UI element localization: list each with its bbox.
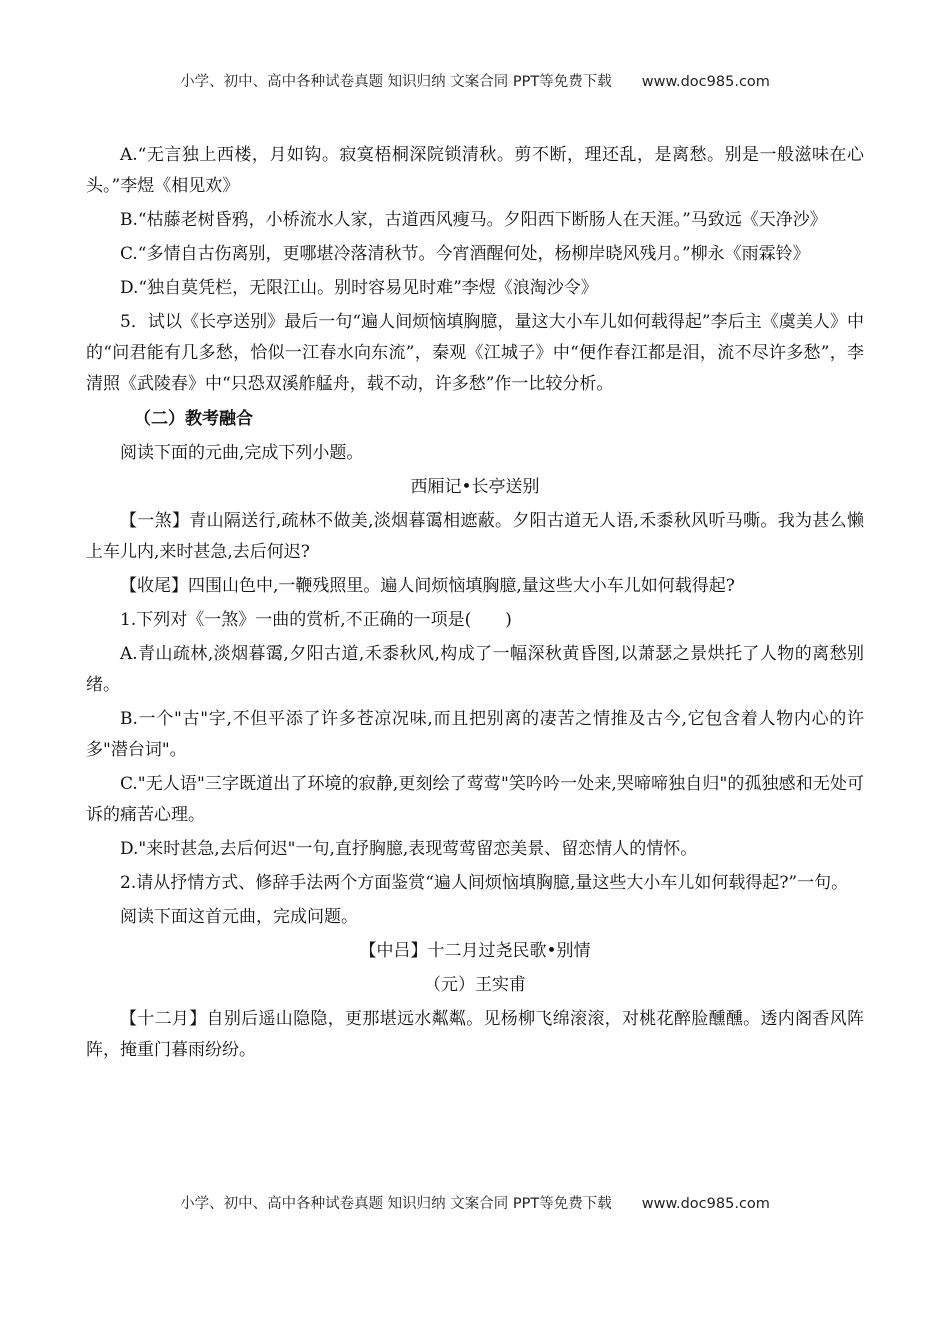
document-body xyxy=(86,140,864,1069)
question-1: 1.下列对《一煞》一曲的赏析,不正确的一项是( ) xyxy=(120,610,512,630)
header-text: 小学、初中、高中各种试卷真题 知识归纳 文案合同 PPT等免费下载 xyxy=(180,74,612,90)
verse-yisha: 【一煞】青山隔送行,疏林不做美,淡烟暮霭相遮蔽。夕阳古道无人语,禾黍秋风听马嘶。我为甚么懒上车儿内,来时甚急,去后何迟? xyxy=(86,511,864,562)
question-5: 5．试以《长亭送别》最后一句“遍人间烦恼填胸臆，量这大小车儿如何载得起”李后主《虞美人》中的“问君能有几多愁，恰似一江春水向东流”，秦观《江城子》中“便作春江都是泪，流不尽许多愁”，李清照《武陵春》中“只恐双溪舴艋舟，载不动，许多愁”作一比较分析。 xyxy=(86,312,864,394)
reading-intro-2: 阅读下面这首元曲，完成问题。 xyxy=(120,907,358,927)
reading-intro-1: 阅读下面的元曲,完成下列小题。 xyxy=(120,443,364,463)
footer-url[interactable]: www.doc985.com xyxy=(641,1196,770,1212)
question-1-option-b: B.一个"古"字,不但平添了许多苍凉况味,而且把别离的凄苦之情推及古今,它包含着人物内心的许多"潜台词"。 xyxy=(86,709,864,760)
option-b: B.“枯藤老树昏鸦，小桥流水人家，古道西风瘦马。夕阳西下断肠人在天涯。”马致远《天净沙》 xyxy=(120,210,827,230)
poem-title-1: 西厢记•长亭送别 xyxy=(410,477,540,497)
page-header xyxy=(0,70,950,91)
header-url[interactable]: www.doc985.com xyxy=(641,74,770,90)
verse-shouwei: 【收尾】四围山色中,一鞭残照里。遍人间烦恼填胸臆,量这些大小车儿如何载得起? xyxy=(120,576,735,596)
question-1-option-d: D."来时甚急,去后何迟"一句,直抒胸臆,表现莺莺留恋美景、留恋情人的情怀。 xyxy=(120,839,698,859)
section-heading: （二）教考融合 xyxy=(134,409,253,429)
option-a: A.“无言独上西楼，月如钩。寂寞梧桐深院锁清秋。剪不断，理还乱，是离愁。别是一般滋味在心头。”李煜《相见欢》 xyxy=(86,145,864,196)
question-1-option-a: A.青山疏林,淡烟暮霭,夕阳古道,禾黍秋风,构成了一幅深秋黄昏图,以萧瑟之景烘托了人物的离愁别绪。 xyxy=(86,644,864,695)
poem-title-2: 【中吕】十二月过尧民歌•别情 xyxy=(359,941,591,961)
option-d: D.“独自莫凭栏，无限江山。别时容易见时难”李煜《浪淘沙令》 xyxy=(120,278,598,298)
page-footer xyxy=(0,1192,950,1213)
verse-shieryue: 【十二月】自别后遥山隐隐，更那堪远水粼粼。见杨柳飞绵滚滚，对桃花醉脸醺醺。透内阁香风阵阵，掩重门暮雨纷纷。 xyxy=(86,1009,864,1060)
question-1-option-c: C."无人语"三字既道出了环境的寂静,更刻绘了莺莺"笑吟吟一处来,哭啼啼独自归"的孤独感和无处可诉的痛苦心理。 xyxy=(86,774,864,825)
option-c: C.“多情自古伤离别，更哪堪冷落清秋节。今宵酒醒何处，杨柳岸晓风残月。”柳永《雨霖铃》 xyxy=(120,244,810,264)
question-2: 2.请从抒情方式、修辞手法两个方面鉴赏“遍人间烦恼填胸臆,量这些大小车儿如何载得起?”一句。 xyxy=(120,873,849,893)
footer-text: 小学、初中、高中各种试卷真题 知识归纳 文案合同 PPT等免费下载 xyxy=(180,1196,612,1212)
poem-author: （元）王实甫 xyxy=(424,975,526,995)
